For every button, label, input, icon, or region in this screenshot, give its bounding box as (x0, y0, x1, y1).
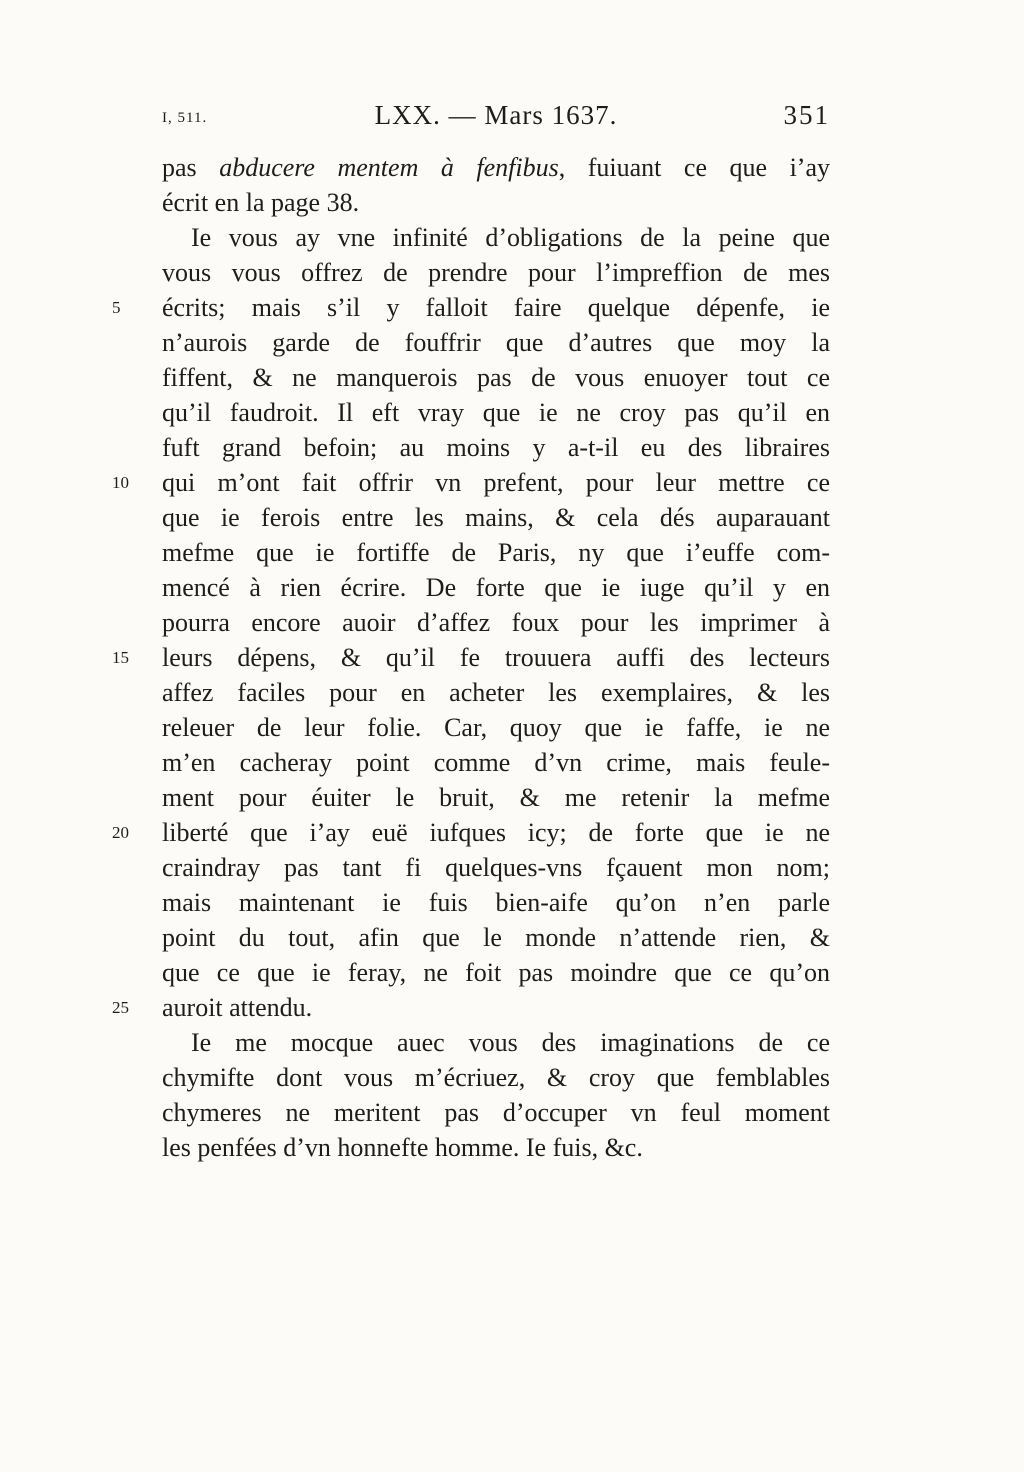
text-segment: leurs dépens, & qu’il fe trouuera auffi des lecteurs (162, 643, 830, 672)
text-line (162, 220, 830, 255)
text-line (162, 395, 830, 430)
text-segment: vous vous offrez de prendre pour l’impreffion de mes (162, 258, 830, 287)
text-segment: les penfées d’vn honnefte homme. Ie fuis, &c. (162, 1133, 643, 1162)
page-number: 351 (783, 100, 830, 130)
text-segment: Ie me mocque auec vous des imaginations de ce (191, 1028, 830, 1057)
line-text (162, 360, 830, 395)
line-text (162, 675, 830, 710)
line-text (162, 185, 830, 220)
line-text (162, 780, 830, 815)
text-segment: auroit attendu. (162, 993, 313, 1022)
text-line (162, 955, 830, 990)
text-line (162, 255, 830, 290)
text-segment: craindray pas tant fi quelques-vns fçauent mon nom; (162, 853, 830, 882)
text-segment: affez faciles pour en acheter les exemplaires, & les (162, 678, 830, 707)
text-segment: mais maintenant ie fuis bien-aife qu’on n’en parle (162, 888, 830, 917)
text-line (162, 500, 830, 535)
text-line (112, 815, 830, 850)
line-text (162, 710, 830, 745)
line-number: 5 (112, 298, 121, 317)
line-text (162, 955, 830, 990)
text-line (112, 640, 830, 675)
line-text (162, 465, 830, 500)
text-segment: qu’il faudroit. Il eft vray que ie ne croy pas qu’il en (162, 398, 830, 427)
line-text (162, 885, 830, 920)
text-segment: pas (162, 153, 220, 182)
text-segment: que ce que ie feray, ne foit pas moindre que ce qu’on (162, 958, 830, 987)
text-segment: que ie ferois entre les mains, & cela dés auparauant (162, 503, 830, 532)
header-reference: I, 511. (162, 110, 208, 126)
line-text (162, 1060, 830, 1095)
line-text (162, 395, 830, 430)
line-text (162, 605, 830, 640)
line-text (162, 150, 830, 185)
text-line (162, 885, 830, 920)
text-line (162, 850, 830, 885)
text-line (162, 1130, 830, 1165)
line-text (162, 430, 830, 465)
line-number: 25 (112, 998, 129, 1017)
line-number: 20 (112, 823, 129, 842)
line-text (162, 1025, 830, 1060)
line-text (162, 990, 830, 1025)
text-line (162, 185, 830, 220)
text-segment: chymeres ne meritent pas d’occuper vn feul moment (162, 1098, 830, 1127)
text-line (162, 780, 830, 815)
text-segment: liberté que i’ay euë iufques icy; de forte que ie ne (162, 818, 830, 847)
text-line (162, 745, 830, 780)
text-line (162, 675, 830, 710)
line-text (162, 570, 830, 605)
text-line (162, 150, 830, 185)
text-line (162, 325, 830, 360)
text-segment: écrit en la page 38. (162, 188, 360, 217)
text-segment: mencé à rien écrire. De forte que ie iuge qu’il y en (162, 573, 830, 602)
text-segment: releuer de leur folie. Car, quoy que ie faffe, ie ne (162, 713, 830, 742)
text-segment: fuft grand befoin; au moins y a-t-il eu des libraires (162, 433, 830, 462)
text-line (112, 290, 830, 325)
text-line (112, 465, 830, 500)
text-line (162, 430, 830, 465)
line-number: 10 (112, 473, 129, 492)
letter-body (112, 150, 830, 1165)
text-line (162, 1095, 830, 1130)
italic-phrase: abducere mentem à fenfibus (219, 153, 559, 182)
running-header (162, 100, 830, 140)
line-text (162, 220, 830, 255)
text-segment: mefme que ie fortiffe de Paris, ny que i’euffe com- (162, 538, 830, 567)
text-segment: point du tout, afin que le monde n’attende rien, & (162, 923, 830, 952)
line-text (162, 1095, 830, 1130)
text-segment: fiffent, & ne manquerois pas de vous enuoyer tout ce (162, 363, 830, 392)
text-segment: n’aurois garde de fouffrir que d’autres que moy la (162, 328, 830, 357)
text-segment: écrits; mais s’il y falloit faire quelque dépenfe, ie (162, 293, 830, 322)
text-line (112, 990, 830, 1025)
line-text (162, 640, 830, 675)
line-text (162, 815, 830, 850)
text-line (162, 605, 830, 640)
text-segment: Ie vous ay vne infinité d’obligations de la peine que (191, 223, 830, 252)
text-segment: chymifte dont vous m’écriuez, & croy que femblables (162, 1063, 830, 1092)
line-text (162, 920, 830, 955)
text-segment: m’en cacheray point comme d’vn crime, mais feule- (162, 748, 830, 777)
line-text (162, 850, 830, 885)
text-line (162, 535, 830, 570)
text-segment: qui m’ont fait offrir vn prefent, pour leur mettre ce (162, 468, 830, 497)
line-text (162, 255, 830, 290)
text-segment: , fuiuant ce que i’ay (558, 153, 830, 182)
header-title: LXX. — Mars 1637. (374, 100, 618, 130)
line-text (162, 535, 830, 570)
text-line (162, 360, 830, 395)
line-text (162, 290, 830, 325)
text-line (162, 570, 830, 605)
line-text (162, 500, 830, 535)
text-line (162, 710, 830, 745)
line-text (162, 745, 830, 780)
text-segment: ment pour éuiter le bruit, & me retenir la mefme (162, 783, 830, 812)
text-line (162, 1060, 830, 1095)
line-text (162, 325, 830, 360)
line-number: 15 (112, 648, 129, 667)
text-segment: pourra encore auoir d’affez foux pour les imprimer à (162, 608, 830, 637)
text-line (162, 1025, 830, 1060)
text-line (162, 920, 830, 955)
line-text (162, 1130, 830, 1165)
